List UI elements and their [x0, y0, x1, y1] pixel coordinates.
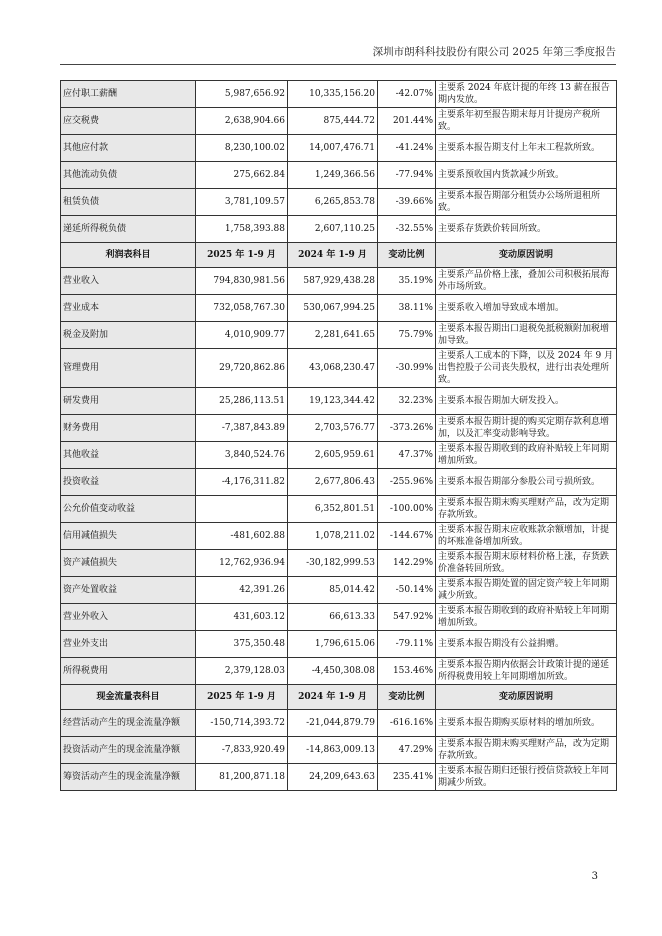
change-ratio: -77.94% — [378, 162, 436, 189]
change-ratio: 75.79% — [378, 322, 436, 349]
value-current-period: -7,833,920.49 — [196, 737, 288, 764]
value-current-period — [196, 496, 288, 523]
row-item-name: 经营活动产生的现金流量净额 — [61, 710, 196, 737]
row-item-name: 投资收益 — [61, 469, 196, 496]
change-ratio: -41.24% — [378, 135, 436, 162]
change-reason: 主要系本报告期归还银行授信贷款较上年同期减少所致。 — [436, 764, 617, 791]
value-current-period: 4,010,909.77 — [196, 322, 288, 349]
value-prior-period: 2,677,806.43 — [288, 469, 378, 496]
value-current-period: 12,762,936.94 — [196, 550, 288, 577]
table-row — [61, 604, 617, 631]
value-current-period: 25,286,113.51 — [196, 388, 288, 415]
change-ratio: -50.14% — [378, 577, 436, 604]
value-prior-period: 6,352,801.51 — [288, 496, 378, 523]
value-current-period: 81,200,871.18 — [196, 764, 288, 791]
table-row — [61, 388, 617, 415]
change-reason: 主要系产品价格上涨，叠加公司积极拓展海外市场所致。 — [436, 268, 617, 295]
change-ratio: -79.11% — [378, 631, 436, 658]
change-ratio: -30.99% — [378, 349, 436, 388]
change-reason: 主要系本报告期部分租赁办公场所退租所致。 — [436, 189, 617, 216]
row-item-name: 营业外收入 — [61, 604, 196, 631]
value-prior-period: -4,450,308.08 — [288, 658, 378, 685]
change-reason: 主要系本报告期末购买理财产品，改为定期存款所致。 — [436, 737, 617, 764]
change-reason: 主要系本报告期加大研发投入。 — [436, 388, 617, 415]
value-current-period: 8,230,100.02 — [196, 135, 288, 162]
column-header: 2025 年 1-9 月 — [196, 243, 288, 268]
column-header: 2025 年 1-9 月 — [196, 685, 288, 710]
value-current-period: 732,058,767.30 — [196, 295, 288, 322]
table-row — [61, 658, 617, 685]
value-current-period: 431,603.12 — [196, 604, 288, 631]
row-item-name: 其他收益 — [61, 442, 196, 469]
value-current-period: 42,391.26 — [196, 577, 288, 604]
value-prior-period: 2,607,110.25 — [288, 216, 378, 243]
value-current-period: -481,602.88 — [196, 523, 288, 550]
change-ratio: 142.29% — [378, 550, 436, 577]
value-current-period: 5,987,656.92 — [196, 81, 288, 108]
table-body — [61, 81, 617, 791]
change-ratio: 38.11% — [378, 295, 436, 322]
change-reason: 主要系本报告期末应收账款余额增加，计提的坏账准备增加所致。 — [436, 523, 617, 550]
row-item-name: 营业成本 — [61, 295, 196, 322]
change-ratio: -255.96% — [378, 469, 436, 496]
table-row — [61, 415, 617, 442]
value-prior-period: 43,068,230.47 — [288, 349, 378, 388]
change-ratio: 32.23% — [378, 388, 436, 415]
change-ratio: -32.55% — [378, 216, 436, 243]
value-prior-period: 19,123,344.42 — [288, 388, 378, 415]
value-prior-period: 10,335,156.20 — [288, 81, 378, 108]
value-prior-period: 1,078,211.02 — [288, 523, 378, 550]
row-item-name: 公允价值变动收益 — [61, 496, 196, 523]
change-reason: 主要系本报告期末原材料价格上涨，存货跌价准备转回所致。 — [436, 550, 617, 577]
row-item-name: 信用减值损失 — [61, 523, 196, 550]
value-prior-period: 66,613.33 — [288, 604, 378, 631]
value-current-period: 275,662.84 — [196, 162, 288, 189]
change-ratio: -42.07% — [378, 81, 436, 108]
table-row — [61, 764, 617, 791]
table-row — [61, 295, 617, 322]
row-item-name: 应付职工薪酬 — [61, 81, 196, 108]
change-reason: 主要系本报告期计提的购买定期存款利息增加，以及汇率变动影响导致。 — [436, 415, 617, 442]
change-reason: 主要系年初至报告期末每月计提房产税所致。 — [436, 108, 617, 135]
value-prior-period: -14,863,009.13 — [288, 737, 378, 764]
change-reason: 主要系存货跌价转回所致。 — [436, 216, 617, 243]
change-reason: 主要系本报告期收到的政府补贴较上年同期增加所致。 — [436, 604, 617, 631]
table-row — [61, 737, 617, 764]
row-item-name: 资产减值损失 — [61, 550, 196, 577]
page-number: 3 — [591, 871, 598, 882]
table-row — [61, 577, 617, 604]
change-reason: 主要系本报告期内依据会计政策计提的递延所得税费用较上年同期增加所致。 — [436, 658, 617, 685]
value-current-period: 2,638,904.66 — [196, 108, 288, 135]
row-item-name: 所得税费用 — [61, 658, 196, 685]
section-header-row — [61, 243, 617, 268]
change-reason: 主要系 2024 年底计提的年终 13 薪在报告期内发放。 — [436, 81, 617, 108]
row-item-name: 其他应付款 — [61, 135, 196, 162]
value-prior-period: 85,014.42 — [288, 577, 378, 604]
change-reason: 主要系本报告期收到的政府补贴较上年同期增加所致。 — [436, 442, 617, 469]
header-divider — [60, 64, 616, 65]
table-row — [61, 469, 617, 496]
row-item-name: 应交税费 — [61, 108, 196, 135]
value-prior-period: 24,209,643.63 — [288, 764, 378, 791]
row-item-name: 资产处置收益 — [61, 577, 196, 604]
change-reason: 主要系本报告期末购买理财产品，改为定期存款所致。 — [436, 496, 617, 523]
table-row — [61, 81, 617, 108]
value-prior-period: 2,605,959.61 — [288, 442, 378, 469]
change-reason: 主要系收入增加导致成本增加。 — [436, 295, 617, 322]
value-prior-period: 14,007,476.71 — [288, 135, 378, 162]
row-item-name: 筹资活动产生的现金流量净额 — [61, 764, 196, 791]
change-ratio: -616.16% — [378, 710, 436, 737]
change-ratio: 47.37% — [378, 442, 436, 469]
table-row — [61, 162, 617, 189]
value-current-period: -4,176,311.82 — [196, 469, 288, 496]
change-ratio: -100.00% — [378, 496, 436, 523]
table-row — [61, 523, 617, 550]
value-current-period: 794,830,981.56 — [196, 268, 288, 295]
value-current-period: 29,720,862.86 — [196, 349, 288, 388]
change-ratio: 153.46% — [378, 658, 436, 685]
row-item-name: 其他流动负债 — [61, 162, 196, 189]
column-header: 2024 年 1-9 月 — [288, 685, 378, 710]
value-prior-period: 875,444.72 — [288, 108, 378, 135]
row-item-name: 财务费用 — [61, 415, 196, 442]
column-header: 利润表科目 — [61, 243, 196, 268]
row-item-name: 税金及附加 — [61, 322, 196, 349]
row-item-name: 营业外支出 — [61, 631, 196, 658]
table-row — [61, 322, 617, 349]
row-item-name: 管理费用 — [61, 349, 196, 388]
value-prior-period: 1,249,366.56 — [288, 162, 378, 189]
change-ratio: 35.19% — [378, 268, 436, 295]
change-ratio: 547.92% — [378, 604, 436, 631]
table-row — [61, 550, 617, 577]
value-current-period: 375,350.48 — [196, 631, 288, 658]
column-header: 变动原因说明 — [436, 685, 617, 710]
change-reason: 主要系本报告期没有公益捐赠。 — [436, 631, 617, 658]
change-ratio: -373.26% — [378, 415, 436, 442]
table-row — [61, 268, 617, 295]
value-current-period: 1,758,393.88 — [196, 216, 288, 243]
table-row — [61, 631, 617, 658]
change-reason: 主要系预收国内货款减少所致。 — [436, 162, 617, 189]
value-prior-period: 587,929,438.28 — [288, 268, 378, 295]
financial-changes-table — [60, 80, 617, 791]
section-header-row — [61, 685, 617, 710]
row-item-name: 投资活动产生的现金流量净额 — [61, 737, 196, 764]
change-ratio: -144.67% — [378, 523, 436, 550]
table-row — [61, 710, 617, 737]
value-prior-period: -21,044,879.79 — [288, 710, 378, 737]
value-prior-period: 2,281,641.65 — [288, 322, 378, 349]
column-header: 变动比例 — [378, 685, 436, 710]
table-row — [61, 189, 617, 216]
change-reason: 主要系本报告期出口退税免抵税额附加税增加导致。 — [436, 322, 617, 349]
change-reason: 主要系本报告期处置的固定资产较上年同期减少所致。 — [436, 577, 617, 604]
row-item-name: 营业收入 — [61, 268, 196, 295]
change-reason: 主要系人工成本的下降，以及 2024 年 9 月出售控股子公司丧失股权，进行出表处理所致。 — [436, 349, 617, 388]
table-row — [61, 135, 617, 162]
table-row — [61, 496, 617, 523]
change-ratio: 47.29% — [378, 737, 436, 764]
value-prior-period: 1,796,615.06 — [288, 631, 378, 658]
table-row — [61, 349, 617, 388]
value-current-period: -7,387,843.89 — [196, 415, 288, 442]
table-row — [61, 216, 617, 243]
table-row — [61, 442, 617, 469]
value-prior-period: -30,182,999.53 — [288, 550, 378, 577]
row-item-name: 租赁负债 — [61, 189, 196, 216]
value-current-period: 3,781,109.57 — [196, 189, 288, 216]
change-ratio: 235.41% — [378, 764, 436, 791]
change-reason: 主要系本报告期支付上年末工程款所致。 — [436, 135, 617, 162]
change-reason: 主要系本报告期部分参股公司亏损所致。 — [436, 469, 617, 496]
value-prior-period: 2,703,576.77 — [288, 415, 378, 442]
change-reason: 主要系本报告期购买原材料的增加所致。 — [436, 710, 617, 737]
change-ratio: 201.44% — [378, 108, 436, 135]
value-current-period: 3,840,524.76 — [196, 442, 288, 469]
table-row — [61, 108, 617, 135]
column-header: 现金流量表科目 — [61, 685, 196, 710]
value-prior-period: 530,067,994.25 — [288, 295, 378, 322]
value-prior-period: 6,265,853.78 — [288, 189, 378, 216]
column-header: 2024 年 1-9 月 — [288, 243, 378, 268]
value-current-period: -150,714,393.72 — [196, 710, 288, 737]
column-header: 变动原因说明 — [436, 243, 617, 268]
report-header-title: 深圳市朗科科技股份有限公司 2025 年第三季度报告 — [372, 46, 616, 58]
column-header: 变动比例 — [378, 243, 436, 268]
row-item-name: 研发费用 — [61, 388, 196, 415]
value-current-period: 2,379,128.03 — [196, 658, 288, 685]
change-ratio: -39.66% — [378, 189, 436, 216]
row-item-name: 递延所得税负债 — [61, 216, 196, 243]
